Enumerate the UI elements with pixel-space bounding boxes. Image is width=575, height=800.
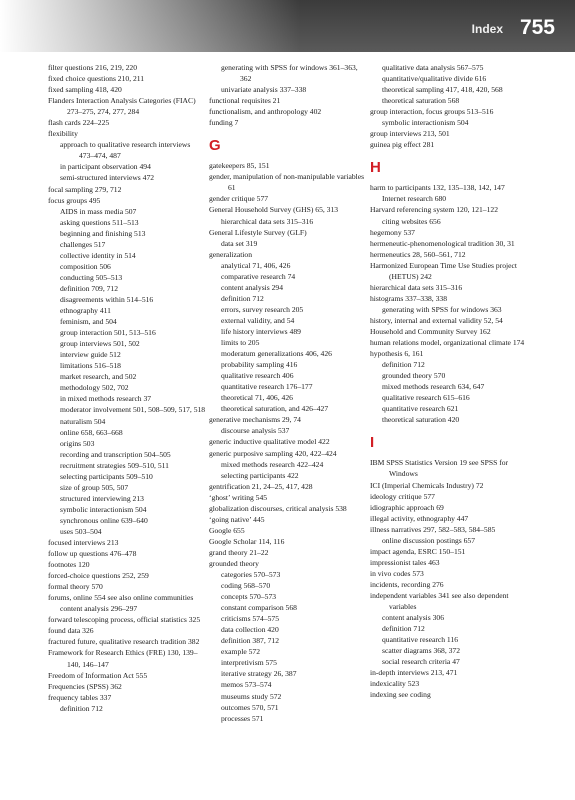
index-subentry: methodology 502, 702 — [60, 383, 129, 393]
index-entry: Frequencies (SPSS) 362 — [48, 681, 122, 691]
index-entry: grand theory 21–22 — [209, 547, 269, 557]
index-entry: generic inductive qualitative model 422 — [209, 437, 330, 447]
index-entry: Harvard referencing system 120, 121–122 — [370, 205, 498, 215]
index-entry: fixed choice questions 210, 211 — [48, 74, 145, 84]
index-subentry: external validity, and 54 — [221, 315, 295, 325]
index-subentry: concepts 570–573 — [221, 592, 277, 602]
index-subentry: limitations 516–518 — [60, 361, 121, 371]
index-entry: footnotes 120 — [48, 560, 90, 570]
index-subentry: content analysis 296–297 — [60, 604, 138, 614]
index-entry: ideology critique 577 — [370, 491, 435, 501]
index-entry: illness narratives 297, 582–583, 584–585 — [370, 524, 496, 534]
index-subentry: iterative strategy 26, 387 — [221, 669, 297, 679]
index-subentry: theoretical saturation 420 — [382, 415, 460, 425]
index-subentry: criticisms 574–575 — [221, 614, 280, 624]
index-entry: hermeneutic-phenomenological tradition 30, 31 — [370, 238, 515, 248]
index-subentry: semi-structured interviews 472 — [60, 173, 155, 183]
index-entry: ‘ghost’ writing 545 — [209, 492, 268, 502]
index-subentry: mixed methods research 422–424 — [221, 459, 324, 469]
index-entry: flash cards 224–225 — [48, 118, 110, 128]
index-subentry: errors, survey research 205 — [221, 304, 304, 314]
index-entry: hermeneutics 28, 560–561, 712 — [370, 249, 466, 259]
index-entry: group interaction, focus groups 513–516 — [370, 107, 494, 117]
index-column-3 — [370, 62, 530, 700]
index-entry: frequency tables 337 — [48, 692, 112, 702]
index-entry: independent variables 341 see also dependent variables — [370, 590, 509, 612]
index-subentry: approach to qualitative research interviews 473–474, 487 — [60, 140, 191, 161]
index-subentry: analytical 71, 406, 426 — [221, 260, 291, 270]
index-subentry: asking questions 511–513 — [60, 217, 139, 227]
index-entry: focus groups 495 — [48, 195, 101, 205]
index-subentry: life history interviews 489 — [221, 326, 301, 336]
index-entry: harm to participants 132, 135–138, 142, 147 — [370, 183, 505, 193]
index-subentry: selecting participants 422 — [221, 470, 299, 480]
index-column-2 — [209, 62, 369, 724]
index-entry: focal sampling 279, 712 — [48, 184, 122, 194]
header-band — [0, 0, 575, 52]
index-subentry: theoretical saturation 568 — [382, 96, 460, 106]
index-subentry: feminism, and 504 — [60, 317, 117, 327]
index-subentry: generating with SPSS for windows 363 — [382, 304, 502, 314]
index-subentry: categories 570–573 — [221, 570, 281, 580]
index-subentry: example 572 — [221, 647, 261, 657]
index-entry: gentrification 21, 24–25, 417, 428 — [209, 481, 313, 491]
index-subentry: quantitative research 621 — [382, 404, 459, 414]
header-fade — [0, 0, 300, 52]
index-subentry: definition 712 — [382, 360, 425, 370]
index-entry: guinea pig effect 281 — [370, 140, 435, 150]
index-entry: Flanders Interaction Analysis Categories (FIAC) 273–275, 274, 277, 284 — [48, 96, 196, 117]
index-entry: history, internal and external validity 52, 54 — [370, 315, 503, 325]
index-entry: in-depth interviews 213, 471 — [370, 668, 458, 678]
index-entry: Harmonized European Time Use Studies project (HETUS) 242 — [370, 260, 517, 281]
section-letter: G — [209, 137, 221, 155]
index-entry: hypothesis 6, 161 — [370, 349, 424, 359]
index-entry: grounded theory — [209, 558, 259, 568]
index-entry: funding 7 — [209, 118, 239, 128]
index-subentry: memos 573–574 — [221, 680, 272, 690]
index-entry: human relations model, organizational climate 174 — [370, 338, 525, 348]
index-subentry: citing websites 656 — [382, 216, 441, 226]
index-entry: forward telescoping process, official statistics 325 — [48, 615, 201, 625]
index-subentry: beginning and finishing 513 — [60, 228, 146, 238]
index-subentry: outcomes 570, 571 — [221, 702, 279, 712]
index-entry: generalization — [209, 249, 253, 259]
index-subentry: theoretical saturation, and 426–427 — [221, 404, 329, 414]
index-subentry: quantitative research 176–177 — [221, 382, 313, 392]
index-entry: General Lifestyle Survey (GLF) — [209, 227, 307, 237]
index-entry: hegemony 537 — [370, 227, 415, 237]
index-subentry: qualitative research 406 — [221, 371, 294, 381]
index-subentry: theoretical sampling 417, 418, 420, 568 — [382, 85, 503, 95]
index-entry: globalization discourses, critical analysis 538 — [209, 503, 347, 513]
index-entry: IBM SPSS Statistics Version 19 see SPSS for Windows — [370, 458, 509, 479]
index-subentry: selecting participants 509–510 — [60, 471, 153, 481]
index-subentry: definition 712 — [221, 293, 264, 303]
index-entry: functionalism, and anthropology 402 — [209, 107, 322, 117]
index-subentry: content analysis 306 — [382, 613, 445, 623]
index-subentry: qualitative research 615–616 — [382, 393, 470, 403]
index-entry: Framework for Research Ethics (FRE) 130, 139–140, 146–147 — [48, 648, 198, 669]
index-subentry: symbolic interactionism 504 — [382, 118, 469, 128]
index-entry: impressionist tales 463 — [370, 557, 440, 567]
index-subentry: group interaction 501, 513–516 — [60, 328, 156, 338]
index-entry: generative mechanisms 29, 74 — [209, 415, 301, 425]
index-subentry: comparative research 74 — [221, 271, 296, 281]
index-subentry: limits to 205 — [221, 338, 260, 348]
index-subentry: definition 709, 712 — [60, 283, 119, 293]
index-subentry: probability sampling 416 — [221, 360, 298, 370]
index-subentry: mixed methods research 634, 647 — [382, 382, 485, 392]
index-subentry: AIDS in mass media 507 — [60, 206, 137, 216]
index-subentry: uses 503–504 — [60, 526, 102, 536]
index-entry: formal theory 570 — [48, 582, 103, 592]
index-entry: gender critique 577 — [209, 194, 269, 204]
index-subentry: social research criteria 47 — [382, 657, 460, 667]
index-subentry: size of group 505, 507 — [60, 482, 129, 492]
index-subentry: museums study 572 — [221, 691, 282, 701]
index-entry: forums, online 554 see also online communities — [48, 593, 194, 603]
index-entry: generic purposive sampling 420, 422–424 — [209, 448, 337, 458]
index-subentry: moderator involvement 501, 508–509, 517, 518 — [60, 405, 206, 415]
index-subentry: Internet research 680 — [382, 194, 447, 204]
index-subentry: synchronous online 639–640 — [60, 515, 148, 525]
index-subentry: moderatum generalizations 406, 426 — [221, 349, 332, 359]
index-subentry: symbolic interactionism 504 — [60, 504, 147, 514]
index-entry: Household and Community Survey 162 — [370, 326, 491, 336]
index-entry: idiographic approach 69 — [370, 502, 444, 512]
section-letter: I — [370, 434, 375, 452]
index-subentry: qualitative data analysis 567–575 — [382, 63, 484, 72]
page-number: 755 — [519, 16, 555, 39]
index-subentry: composition 506 — [60, 261, 111, 271]
section-letter: H — [370, 159, 381, 177]
index-entry: General Household Survey (GHS) 65, 313 — [209, 205, 339, 215]
index-subentry: collective identity in 514 — [60, 250, 136, 260]
index-entry: gender, manipulation of non-manipulable variables 61 — [209, 172, 365, 193]
index-entry: Google 655 — [209, 525, 245, 535]
index-column-1 — [48, 62, 206, 714]
index-entry: flexibility — [48, 129, 78, 139]
index-entry: forced-choice questions 252, 259 — [48, 571, 149, 581]
index-subentry: quantitative research 116 — [382, 635, 459, 645]
index-entry: hierarchical data sets 315–316 — [370, 282, 463, 292]
index-entry: focused interviews 213 — [48, 538, 119, 548]
index-subentry: online 658, 663–668 — [60, 427, 123, 437]
index-entry: fixed sampling 418, 420 — [48, 85, 122, 95]
index-subentry: scatter diagrams 368, 372 — [382, 646, 461, 656]
index-subentry: interpretivism 575 — [221, 658, 277, 668]
index-entry: indexicality 523 — [370, 679, 420, 689]
index-entry: Google Scholar 114, 116 — [209, 536, 285, 546]
index-entry: indexing see coding — [370, 690, 431, 700]
index-subentry: quantitative/qualitative divide 616 — [382, 74, 487, 84]
index-subentry: online discussion postings 657 — [382, 535, 476, 545]
index-subentry: definition 712 — [382, 624, 425, 634]
index-subentry: definition 387, 712 — [221, 636, 280, 646]
running-head: Index — [471, 22, 503, 36]
index-subentry: disagreements within 514–516 — [60, 294, 154, 304]
index-subentry: structured interviewing 213 — [60, 493, 144, 503]
index-entry: gatekeepers 85, 151 — [209, 161, 270, 171]
index-subentry: discourse analysis 537 — [221, 426, 290, 436]
index-entry: filter questions 216, 219, 220 — [48, 63, 138, 72]
index-subentry: data set 319 — [221, 238, 258, 248]
index-subentry: content analysis 294 — [221, 282, 284, 292]
index-subentry: in mixed methods research 37 — [60, 394, 152, 404]
index-subentry: challenges 517 — [60, 239, 106, 249]
index-entry: incidents, recording 276 — [370, 579, 444, 589]
index-subentry: grounded theory 570 — [382, 371, 446, 381]
index-subentry: constant comparison 568 — [221, 603, 297, 613]
index-subentry: group interviews 501, 502 — [60, 339, 140, 349]
index-subentry: generating with SPSS for windows 361–363, 362 — [221, 63, 358, 84]
index-subentry: naturalism 504 — [60, 416, 106, 426]
index-entry: follow up questions 476–478 — [48, 549, 137, 559]
index-subentry: ethnography 411 — [60, 306, 111, 316]
index-entry: fractured future, qualitative research tradition 382 — [48, 637, 200, 647]
index-entry: impact agenda, ESRC 150–151 — [370, 546, 466, 556]
index-entry: functional requisites 21 — [209, 96, 281, 106]
index-subentry: univariate analysis 337–338 — [221, 85, 307, 95]
index-entry: histograms 337–338, 338 — [370, 293, 447, 303]
index-subentry: interview guide 512 — [60, 350, 121, 360]
index-subentry: coding 568–570 — [221, 581, 271, 591]
index-subentry: hierarchical data sets 315–316 — [221, 216, 314, 226]
index-subentry: recruitment strategies 509–510, 511 — [60, 460, 169, 470]
index-entry: found data 326 — [48, 626, 94, 636]
index-subentry: data collection 420 — [221, 625, 279, 635]
index-subentry: theoretical 71, 406, 426 — [221, 393, 293, 403]
index-subentry: processes 571 — [221, 713, 264, 723]
index-subentry: origins 503 — [60, 438, 95, 448]
index-entry: in vivo codes 573 — [370, 568, 424, 578]
index-entry: ‘going native’ 445 — [209, 514, 265, 524]
index-entry: illegal activity, ethnography 447 — [370, 513, 469, 523]
index-entry: Freedom of Information Act 555 — [48, 670, 148, 680]
index-subentry: market research, and 502 — [60, 372, 137, 382]
index-subentry: conducting 505–513 — [60, 272, 123, 282]
index-subentry: recording and transcription 504–505 — [60, 449, 171, 459]
index-subentry: definition 712 — [60, 703, 103, 713]
index-entry: ICI (Imperial Chemicals Industry) 72 — [370, 480, 484, 490]
index-subentry: in participant observation 494 — [60, 162, 151, 172]
index-entry: group interviews 213, 501 — [370, 129, 450, 139]
